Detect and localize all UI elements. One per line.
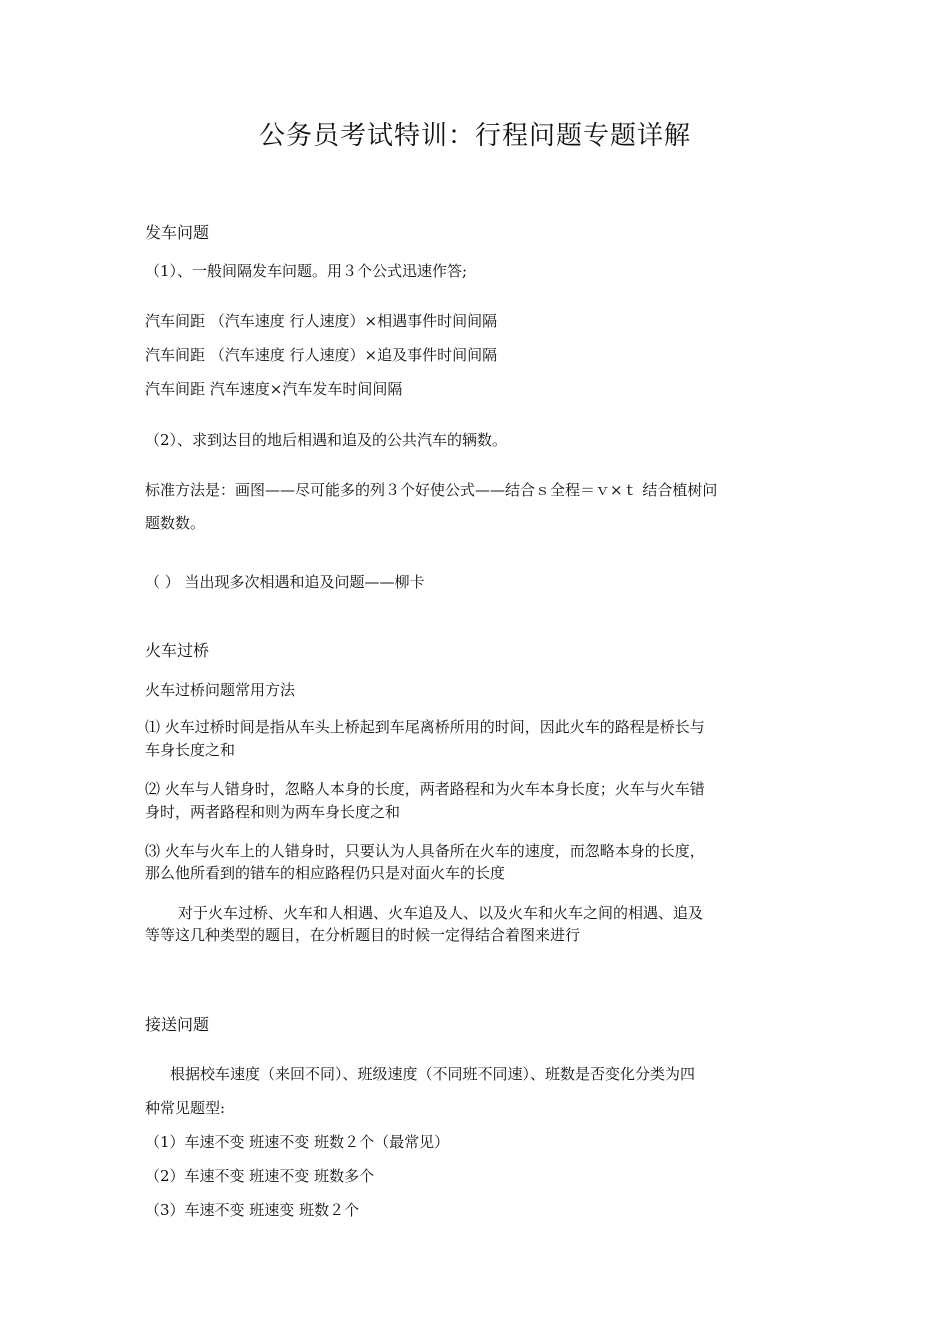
list-item: ⑴ 火车过桥时间是指从车头上桥起到车尾离桥所用的时间，因此火车的路程是桥长与	[145, 718, 705, 736]
paragraph: 等等这几种类型的题目，在分析题目的时候一定得结合着图来进行	[145, 926, 581, 944]
paragraph: 根据校车速度（来回不同）、班级速度（不同班不同速）、班数是否变化分类为四	[170, 1065, 696, 1083]
paragraph: （2）、求到达目的地后相遇和追及的公共汽车的辆数。	[145, 431, 508, 449]
paragraph: 对于火车过桥、火车和人相遇、火车追及人、以及火车和火车之间的相遇、追及	[178, 904, 704, 922]
paragraph: （1）、一般间隔发车问题。用３个公式迅速作答;	[145, 262, 468, 280]
paragraph: 种常见题型:	[145, 1099, 226, 1117]
paragraph: （ ） 当出现多次相遇和追及问题——柳卡	[145, 573, 425, 591]
paragraph: 标准方法是：画图——尽可能多的列３个好使公式——结合ｓ全程＝ｖ×ｔ 结合植树问	[145, 481, 718, 499]
formula-line: 汽车间距 （汽车速度 行人速度）×追及事件时间间隔	[145, 346, 498, 364]
list-item: ⑵ 火车与人错身时，忽略人本身的长度，两者路程和为火车本身长度；火车与火车错	[145, 780, 705, 798]
section-heading-huoche: 火车过桥	[145, 641, 210, 660]
document-title: 公务员考试特训：行程问题专题详解	[258, 121, 691, 151]
paragraph: 火车过桥问题常用方法	[145, 681, 296, 699]
list-item: （1）车速不变 班速不变 班数２个（最常见）	[145, 1133, 450, 1151]
paragraph: 题数数。	[145, 514, 206, 532]
list-item-cont: 身时，两者路程和则为两车身长度之和	[145, 803, 401, 821]
list-item: ⑶ 火车与火车上的人错身时，只要认为人具备所在火车的速度，而忽略本身的长度，	[145, 842, 705, 860]
list-item-cont: 车身长度之和	[145, 741, 236, 759]
formula-line: 汽车间距 （汽车速度 行人速度）×相遇事件时间间隔	[145, 312, 498, 330]
section-heading-jiesong: 接送问题	[145, 1015, 210, 1034]
list-item-cont: 那么他所看到的错车的相应路程仍只是对面火车的长度	[145, 864, 506, 882]
list-item: （3）车速不变 班速变 班数２个	[145, 1201, 360, 1219]
list-item: （2）车速不变 班速不变 班数多个	[145, 1167, 375, 1185]
section-heading-fache: 发车问题	[145, 223, 210, 242]
formula-line: 汽车间距 汽车速度×汽车发车时间间隔	[145, 380, 403, 398]
